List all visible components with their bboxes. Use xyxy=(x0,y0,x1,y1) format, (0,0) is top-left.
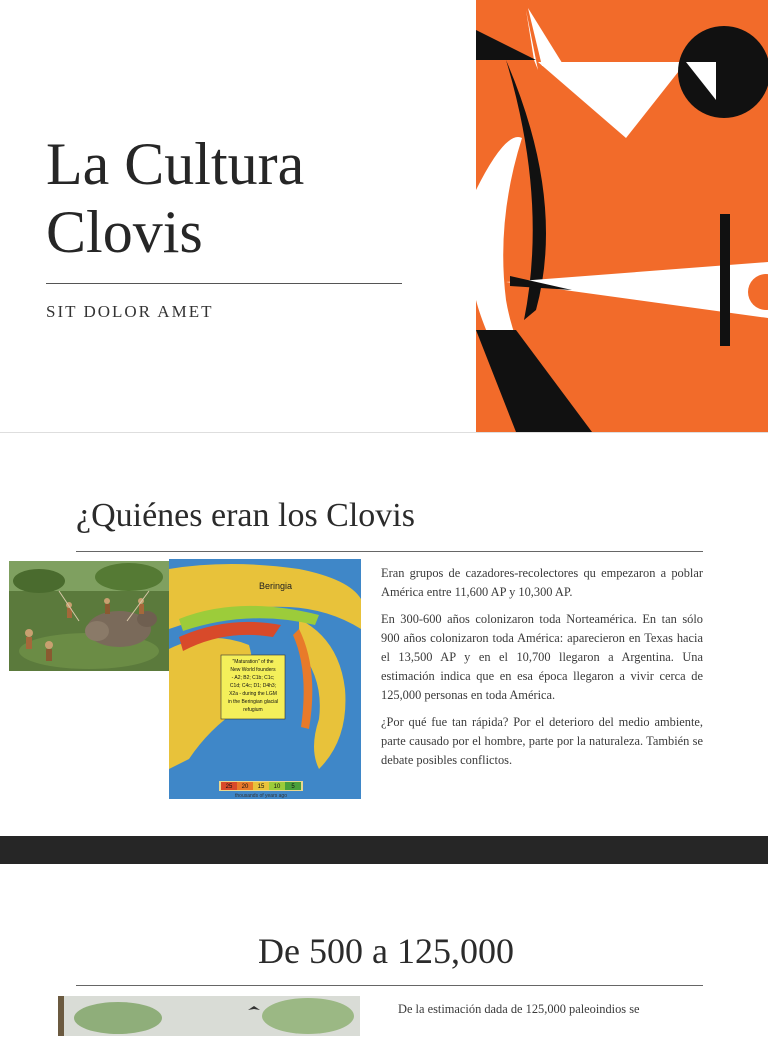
slide-subtitle: SIT DOLOR AMET xyxy=(46,302,214,321)
svg-text:X2a - during the LGM: X2a - during the LGM xyxy=(229,691,277,697)
svg-text:5: 5 xyxy=(291,784,295,790)
dark-separator-band xyxy=(0,836,768,864)
slide-title-line-1: La Cultura xyxy=(46,131,305,197)
svg-text:"Maturation" of the: "Maturation" of the xyxy=(232,659,274,665)
svg-text:10: 10 xyxy=(273,784,281,790)
svg-text:25: 25 xyxy=(225,784,233,790)
paragraph-2: En 300-600 años colonizaron toda Norteamérica. En tan sólo 900 años colonizaron toda América: aparecieron en Texas hacia el 13,500 AP y en el 10,700 llegaron a Argentina. Una estimación indica que en esa época llegaron a vivir cerca de 125,000 personas en toda América. xyxy=(381,612,703,702)
svg-text:15: 15 xyxy=(257,784,265,790)
svg-text:- A2; B2; C1b; C1c;: - A2; B2; C1b; C1c; xyxy=(231,675,275,681)
section-heading-population: De 500 a 125,000 xyxy=(258,931,514,971)
svg-text:20: 20 xyxy=(241,784,249,790)
svg-text:refugium: refugium xyxy=(243,707,263,713)
paragraph-3: ¿Por qué fue tan rápida? Por el deterioro del medio ambiente, parte causado por el hombre, parte por la naturaleza. También se debate posibles conflictos. xyxy=(381,715,703,767)
slide-title xyxy=(46,130,304,266)
paragraph-1: Eran grupos de cazadores-recolectores qu empezaron a poblar América entre 11,600 AP y 10,300 AP. xyxy=(381,566,703,599)
hunting-scene-image xyxy=(9,561,169,671)
intro-text-block xyxy=(381,564,703,778)
landscape-painting-image xyxy=(58,996,360,1036)
population-text: De la estimación dada de 125,000 paleoindios se xyxy=(398,1002,640,1016)
svg-text:in the Beringian glacial: in the Beringian glacial xyxy=(227,699,279,705)
population-slide xyxy=(0,864,768,1024)
beringia-migration-map xyxy=(169,559,361,799)
abstract-art-graphic xyxy=(476,0,768,432)
heading-underline-2 xyxy=(76,985,703,986)
map-region-label: Beringia xyxy=(259,581,293,591)
clovis-intro-slide xyxy=(0,433,768,836)
title-slide xyxy=(0,0,768,432)
svg-text:C1d; C4c; D1; D4h3;: C1d; C4c; D1; D4h3; xyxy=(229,683,277,689)
slide-title-line-2: Clovis xyxy=(46,199,203,265)
section-heading-quienes: ¿Quiénes eran los Clovis xyxy=(76,497,415,534)
title-divider xyxy=(46,283,402,284)
abstract-art-panel xyxy=(476,0,768,432)
svg-text:New World founders: New World founders xyxy=(230,667,276,673)
svg-text:thousands of years ago: thousands of years ago xyxy=(235,793,287,799)
heading-underline xyxy=(76,551,703,552)
